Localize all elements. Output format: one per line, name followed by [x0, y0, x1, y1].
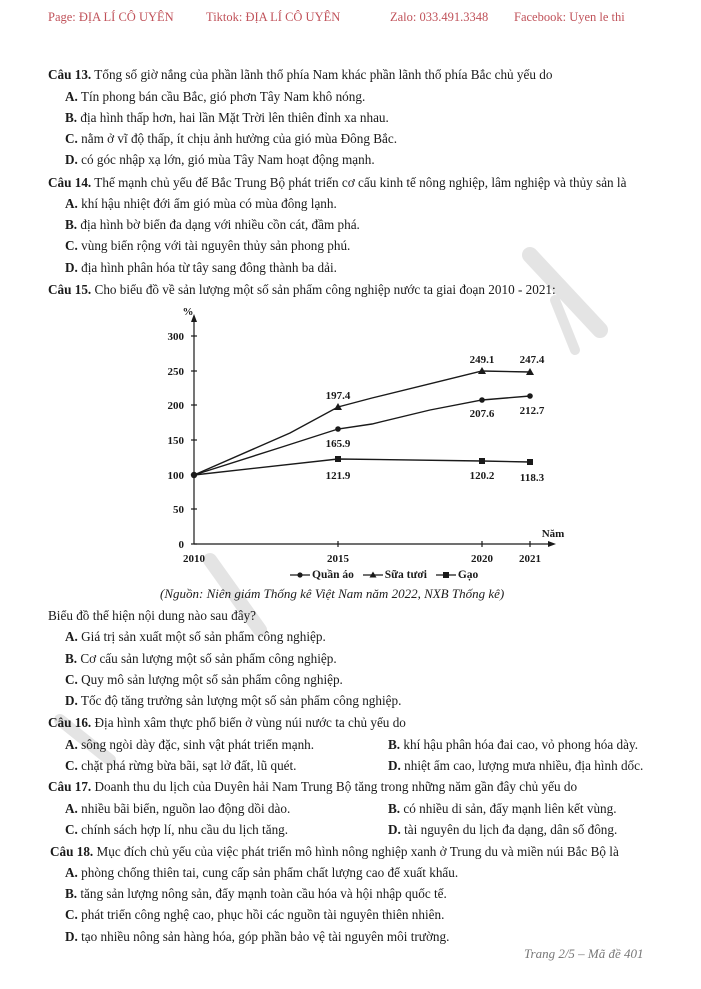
- question-14: Câu 14. Thế mạnh chủ yếu để Bắc Trung Bộ phát triển cơ cấu kinh tế nông nghiệp, lâm nghiệp và thủy sản là: [48, 175, 627, 190]
- q18-option-c[interactable]: C. phát triển công nghệ cao, phục hồi các nguồn tài nguyên thiên nhiên.: [65, 907, 445, 922]
- header-page: Page: ĐỊA LÍ CÔ UYÊN: [48, 10, 174, 24]
- y-tick-label: 0: [178, 539, 184, 551]
- q15-option-a[interactable]: A. Giá trị sản xuất một số sản phẩm công nghiệp.: [65, 629, 326, 644]
- circle-marker-icon: [479, 397, 485, 403]
- header-tiktok: Tiktok: ĐỊA LÍ CÔ UYÊN: [206, 10, 341, 24]
- question-15-prompt: Biểu đồ thể hiện nội dung nào sau đây?: [48, 608, 257, 623]
- q16-option-b[interactable]: B. khí hậu phân hóa đai cao, vỏ phong hóa dày.: [388, 737, 639, 752]
- data-label: 212.7: [519, 405, 545, 417]
- question-15: Câu 15. Cho biểu đồ về sản lượng một số sản phẩm công nghiệp nước ta giai đoạn 2010 - 2021:: [48, 282, 556, 297]
- q17-option-d[interactable]: D. tài nguyên du lịch đa dạng, dân số đông.: [388, 822, 618, 837]
- question-18: Câu 18. Mục đích chủ yếu của việc phát triển mô hình nông nghiệp xanh ở Trung du và miền núi Bắc Bộ là: [50, 844, 619, 859]
- y-tick-label: 50: [173, 504, 184, 516]
- header-facebook: Facebook: Uyen le thi: [514, 10, 625, 24]
- q13-option-c[interactable]: C. nằm ở vĩ độ thấp, ít chịu ảnh hưởng của gió mùa Đông Bắc.: [65, 131, 398, 146]
- legend-item-sua-tuoi: Sữa tươi: [363, 569, 427, 581]
- chart-legend: [290, 569, 484, 582]
- x-tick-label: 2020: [471, 553, 493, 565]
- circle-marker-icon: [290, 571, 310, 579]
- circle-marker-icon: [527, 393, 533, 399]
- q18-option-a[interactable]: A. phòng chống thiên tai, cung cấp sản phẩm chất lượng cao để xuất khẩu.: [65, 865, 459, 880]
- q15-option-b[interactable]: B. Cơ cấu sản lượng một số sản phẩm công nghiệp.: [65, 651, 337, 666]
- square-marker-icon: [527, 459, 533, 465]
- triangle-marker-icon: [363, 571, 383, 579]
- circle-marker-icon: [335, 426, 341, 432]
- header-zalo: Zalo: 033.491.3348: [390, 10, 489, 24]
- data-label: 121.9: [325, 470, 351, 482]
- q15-option-c[interactable]: C. Quy mô sản lượng một số sản phẩm công nghiệp.: [65, 672, 343, 687]
- x-tick-label: 2021: [519, 553, 541, 565]
- question-13: Câu 13. Tổng số giờ nắng của phần lãnh thổ phía Nam khác phần lãnh thổ phía Bắc chủ yếu do: [48, 67, 553, 82]
- data-label: 249.1: [469, 354, 495, 366]
- chart-source: (Nguồn: Niên giám Thống kê Việt Nam năm 2022, NXB Thống kê): [160, 586, 505, 601]
- q13-option-a[interactable]: A. Tín phong bán cầu Bắc, gió phơn Tây Nam khô nóng.: [65, 89, 366, 104]
- data-label: 165.9: [325, 438, 351, 450]
- q15-option-d[interactable]: D. Tốc độ tăng trưởng sản lượng một số sản phẩm công nghiệp.: [65, 693, 402, 708]
- q18-option-d[interactable]: D. tạo nhiều nông sản hàng hóa, góp phần bảo vệ tài nguyên môi trường.: [65, 929, 450, 944]
- q13-option-d[interactable]: D. có góc nhập xạ lớn, gió mùa Tây Nam hoạt động mạnh.: [65, 152, 375, 167]
- x-axis-label: Năm: [541, 528, 565, 540]
- q17-option-b[interactable]: B. có nhiều di sản, đẩy mạnh liên kết vùng.: [388, 801, 617, 816]
- q13-option-b[interactable]: B. địa hình thấp hơn, hai lần Mặt Trời lên thiên đỉnh xa nhau.: [65, 110, 389, 125]
- page-header: [0, 10, 701, 28]
- data-label: 207.6: [469, 408, 495, 420]
- data-label: 120.2: [469, 470, 495, 482]
- legend-item-gao: Gạo: [436, 569, 478, 581]
- y-tick-label: 250: [167, 366, 184, 378]
- q17-option-c[interactable]: C. chính sách hợp lí, nhu cầu du lịch tăng.: [65, 822, 289, 837]
- question-17: Câu 17. Doanh thu du lịch của Duyên hải Nam Trung Bộ tăng trong những năm gần đây chủ yếu do: [48, 779, 578, 794]
- x-axis-arrow-icon: [548, 541, 556, 547]
- line-chart: [150, 300, 600, 590]
- y-tick-label: 150: [167, 435, 184, 447]
- x-tick-label: 2010: [183, 553, 205, 565]
- square-marker-icon: [335, 456, 341, 462]
- data-label: 118.3: [519, 472, 545, 484]
- square-marker-icon: [479, 458, 485, 464]
- q16-option-a[interactable]: A. sông ngòi dày đặc, sinh vật phát triển mạnh.: [65, 737, 315, 752]
- q16-option-d[interactable]: D. nhiệt ẩm cao, lượng mưa nhiều, địa hình dốc.: [388, 758, 644, 773]
- q14-option-a[interactable]: A. khí hậu nhiệt đới ẩm gió mùa có mùa đông lạnh.: [65, 196, 337, 211]
- q16-option-c[interactable]: C. chặt phá rừng bừa bãi, sạt lở đất, lũ quét.: [65, 758, 297, 773]
- square-marker-icon: [436, 571, 456, 579]
- page-footer: Trang 2/5 – Mã đề 401: [524, 946, 644, 961]
- q14-option-c[interactable]: C. vùng biển rộng với tài nguyên thủy sản phong phú.: [65, 238, 351, 253]
- chart-axes: [191, 318, 552, 547]
- marker-2010: [191, 472, 197, 478]
- q14-option-d[interactable]: D. địa hình phân hóa từ tây sang đông thành ba dải.: [65, 260, 337, 275]
- q17-option-a[interactable]: A. nhiều bãi biển, nguồn lao động dồi dào.: [65, 801, 291, 816]
- legend-item-quan-ao: Quần áo: [290, 569, 354, 581]
- y-tick-label: 300: [167, 331, 184, 343]
- y-axis-label: %: [182, 306, 194, 318]
- q14-option-b[interactable]: B. địa hình bờ biển đa dạng với nhiều cồn cát, đầm phá.: [65, 217, 360, 232]
- chart-svg: [150, 300, 600, 570]
- data-label: 247.4: [519, 354, 545, 366]
- data-label: 197.4: [325, 390, 351, 402]
- x-tick-label: 2015: [327, 553, 349, 565]
- y-tick-label: 100: [167, 470, 184, 482]
- q18-option-b[interactable]: B. tăng sản lượng nông sản, đẩy mạnh toàn cầu hóa và hội nhập quốc tế.: [65, 886, 447, 901]
- question-16: Câu 16. Địa hình xâm thực phổ biến ở vùng núi nước ta chủ yếu do: [48, 715, 406, 730]
- y-tick-label: 200: [167, 400, 184, 412]
